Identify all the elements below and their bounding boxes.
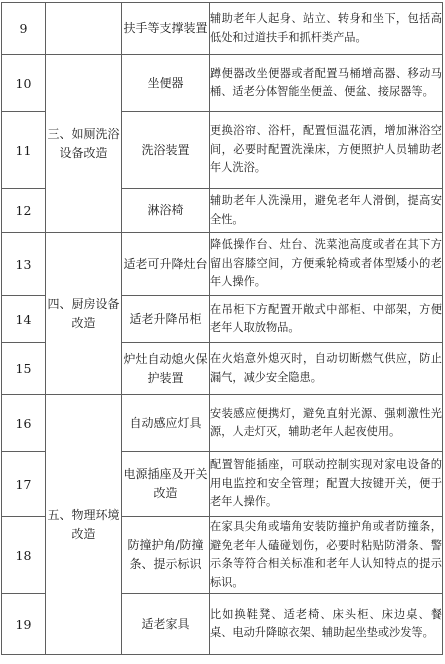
item-name: 适老可升降灶台 (122, 233, 210, 296)
renovation-items-table (1, 2, 443, 655)
item-name: 洗浴装置 (122, 112, 210, 189)
category-cell-empty (46, 3, 122, 55)
item-name: 扶手等支撑装置 (122, 3, 210, 55)
row-number: 15 (2, 343, 46, 395)
item-description: 蹲便器改坐便器或者配置马桶增高器、移动马桶、适老分体智能坐便盖、便盆、接尿器等。 (210, 55, 443, 112)
row-number: 19 (2, 594, 46, 655)
item-name: 淋浴椅 (122, 189, 210, 233)
item-description: 在家具尖角或墙角安装防撞护角或者防撞条，避免老年人磕碰划伤，必要时粘贴防滑条、警示条等符合相关标准和老年人认知特点的提示标识。 (210, 517, 443, 594)
item-name: 防撞护角/防撞条、提示标识 (122, 517, 210, 594)
row-number: 16 (2, 395, 46, 452)
row-number: 11 (2, 112, 46, 189)
item-description: 降低操作台、灶台、洗菜池高度或者在其下方留出容膝空间，方便乘轮椅或者体型矮小的老年人操作。 (210, 233, 443, 296)
row-number: 10 (2, 55, 46, 112)
category-label: 五、物理环境改造 (46, 395, 122, 655)
table-row (2, 233, 443, 296)
item-description: 辅助老年人起身、站立、转身和坐下，包括高低处和过道扶手和抓杆类产品。 (210, 3, 443, 55)
item-name: 适老升降吊柜 (122, 296, 210, 343)
table-row (2, 55, 443, 112)
row-number: 13 (2, 233, 46, 296)
row-number: 18 (2, 517, 46, 594)
item-description: 比如换鞋凳、适老椅、床头柜、床边桌、餐桌、电动升降晾衣架、辅助起坐垫或沙发等。 (210, 594, 443, 655)
item-description: 安装感应便携灯，避免直射光源、强刺激性光源，人走灯灭，辅助老年人起夜使用。 (210, 395, 443, 452)
row-number: 17 (2, 452, 46, 517)
item-name: 坐便器 (122, 55, 210, 112)
table-row (2, 3, 443, 55)
row-number: 12 (2, 189, 46, 233)
table-row (2, 395, 443, 452)
item-description: 在吊柜下方配置开敞式中部柜、中部架，方便老年人取放物品。 (210, 296, 443, 343)
row-number: 14 (2, 296, 46, 343)
row-number: 9 (2, 3, 46, 55)
category-label: 四、厨房设备改造 (46, 233, 122, 395)
item-name: 适老家具 (122, 594, 210, 655)
item-description: 辅助老年人洗澡用，避免老年人滑倒，提高安全性。 (210, 189, 443, 233)
item-name: 自动感应灯具 (122, 395, 210, 452)
item-description: 在火焰意外熄灭时，自动切断燃气供应，防止漏气，减少安全隐患。 (210, 343, 443, 395)
category-label: 三、如厕洗浴设备改造 (46, 55, 122, 233)
item-name: 电源插座及开关改造 (122, 452, 210, 517)
item-description: 更换浴帘、浴杆，配置恒温花洒，增加淋浴空间，必要时配置洗澡床，方便照护人员辅助老年人洗浴。 (210, 112, 443, 189)
item-name: 炉灶自动熄火保护装置 (122, 343, 210, 395)
item-description: 配置智能插座，可联动控制实现对家电设备的用电监控和安全管理；配置大按键开关，便于老年人操作。 (210, 452, 443, 517)
